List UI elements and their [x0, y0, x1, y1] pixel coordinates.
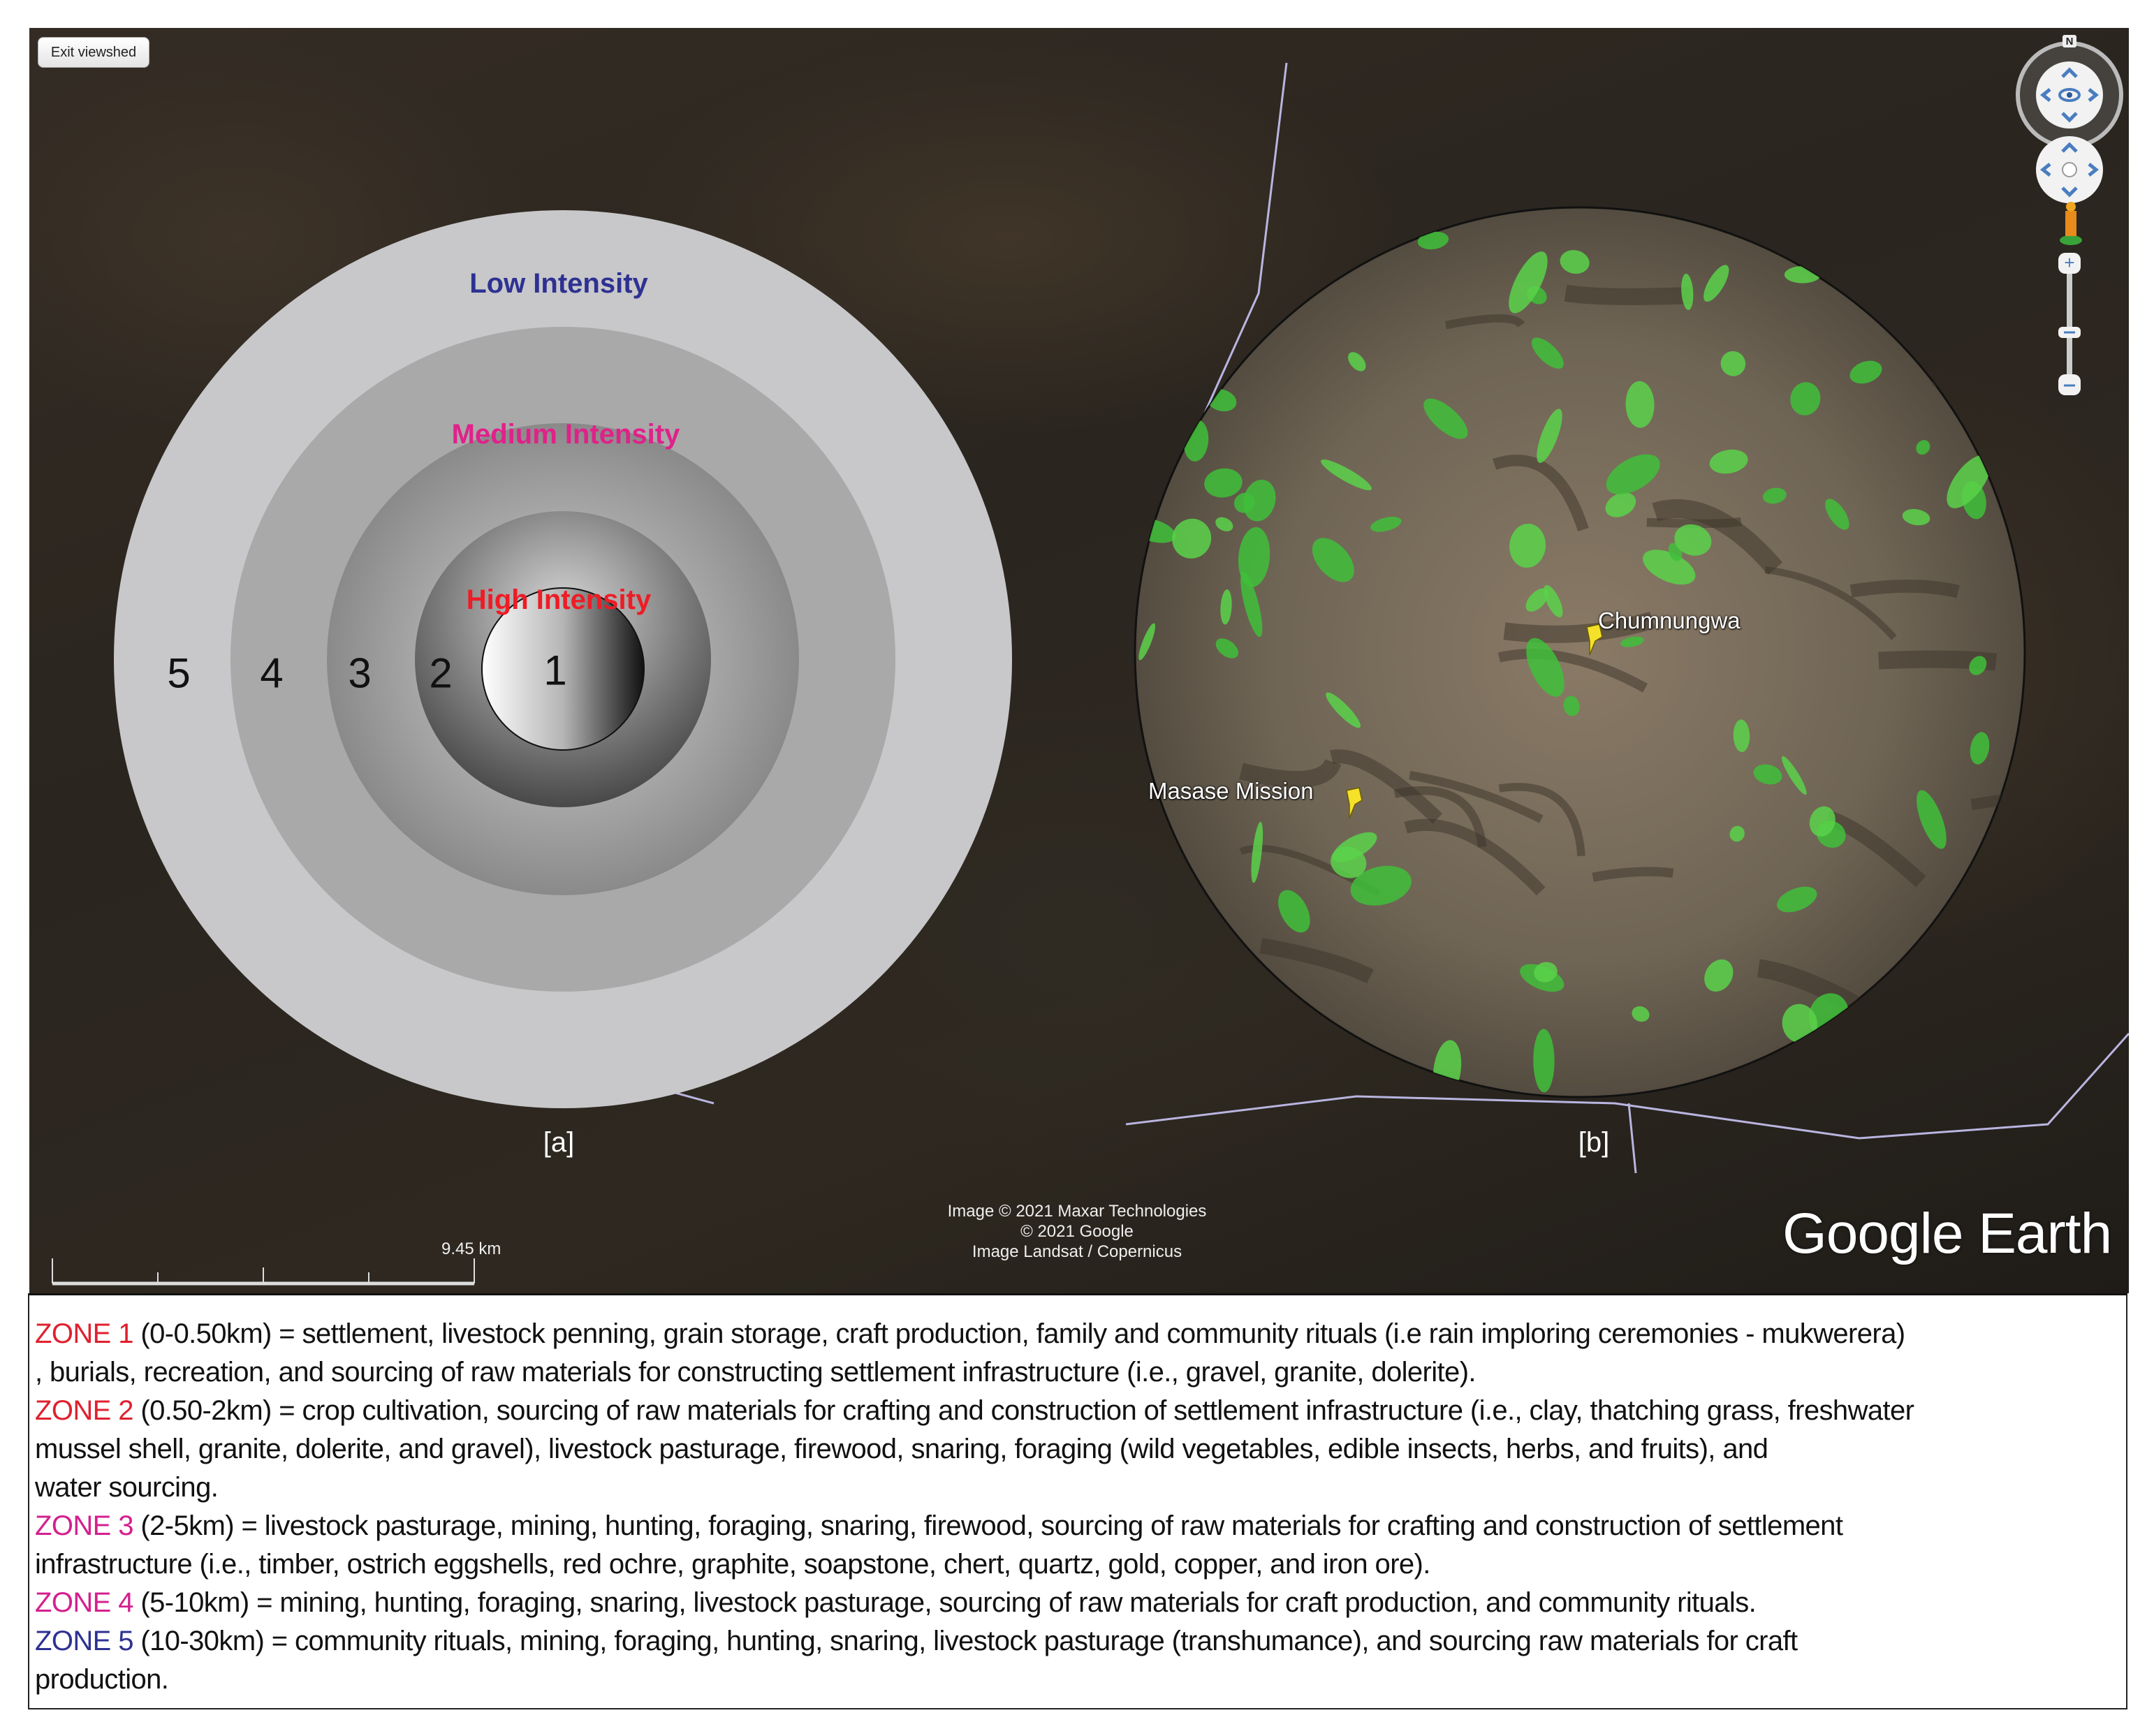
credit-line: © 2021 Google	[1020, 1222, 1134, 1241]
high-intensity-label: High Intensity	[466, 584, 652, 615]
imagery-credits	[902, 1201, 1252, 1262]
zone-number-2: 2	[429, 649, 453, 697]
vegetation-patch	[1234, 195, 1291, 260]
medium-intensity-label: Medium Intensity	[451, 419, 680, 450]
vegetation-patch	[1958, 883, 2009, 946]
vegetation-patch	[1197, 1010, 1235, 1040]
vegetation-patch	[1190, 209, 1245, 260]
credit-line: Image © 2021 Maxar Technologies	[947, 1202, 1207, 1221]
google-earth-logo: Google Earth	[1782, 1202, 2112, 1265]
zone-number-5: 5	[167, 649, 191, 697]
zone-number-1: 1	[543, 647, 567, 694]
boundary-line	[1629, 1103, 1636, 1173]
zone-text: (0.50-2km) = crop cultivation, sourcing of raw materials for crafting and construction of settlement infrastructure (i.e., clay, thatching grass, freshwater	[133, 1395, 1914, 1426]
zone-4-description	[35, 1584, 2126, 1622]
vegetation-patch	[1131, 852, 1177, 902]
vegetation-patch	[1223, 983, 1279, 1020]
zone-text-continued: infrastructure (i.e., timber, ostrich eggshells, red ochre, graphite, soapstone, chert, quartz, gold, copper, and iron ore).	[35, 1549, 1430, 1580]
low-intensity-label: Low Intensity	[469, 268, 648, 299]
look-control[interactable]	[2018, 35, 2121, 147]
credit-line: Image Landsat / Copernicus	[972, 1242, 1182, 1261]
zone-number-3: 3	[348, 649, 372, 697]
vegetation-patch	[1256, 188, 1328, 251]
scale-bar	[52, 1258, 474, 1283]
vegetation-patch	[1972, 981, 1998, 1011]
zone-label: ZONE 5	[35, 1626, 133, 1656]
vegetation-patch	[1890, 1018, 1940, 1069]
vegetation-patch	[1147, 355, 1179, 396]
terrain-ridge	[1851, 586, 1958, 591]
svg-text:+: +	[2064, 252, 2075, 273]
scale-label: 9.45 km	[441, 1240, 501, 1258]
vegetation-patch	[1913, 288, 1940, 328]
exit-viewshed-button[interactable]: Exit viewshed	[38, 37, 149, 68]
zone-caption-box	[28, 1293, 2127, 1709]
zone-3-description	[35, 1507, 2126, 1545]
vegetation-patch	[1192, 959, 1238, 1008]
zone-1-description	[35, 1315, 2126, 1353]
zone-text-continued: mussel shell, granite, dolerite, and gravel), livestock pasturage, firewood, snaring, foraging (wild vegetables, edible insects, herbs, and fruits), and	[35, 1434, 1768, 1464]
zone-text-continued: water sourcing.	[35, 1472, 219, 1503]
zone-5-description	[35, 1622, 2126, 1661]
terrain-ridge	[1566, 293, 1691, 297]
zoom-slider[interactable]	[2058, 252, 2081, 395]
place-label-masase-mission[interactable]: Masase Mission	[1148, 778, 1314, 804]
panel-b-label: [b]	[1578, 1127, 1610, 1158]
panel-a-label: [a]	[543, 1127, 575, 1158]
place-label-chumnungwa[interactable]: Chumnungwa	[1598, 608, 1741, 633]
pan-control[interactable]	[2036, 136, 2103, 203]
vegetation-patch	[1206, 266, 1231, 286]
zone-text-continued: production.	[35, 1664, 169, 1695]
vegetation-patch	[1137, 879, 1185, 927]
zone-label: ZONE 1	[35, 1318, 133, 1349]
zone-number-4: 4	[260, 649, 284, 697]
google-earth-map-view[interactable]	[29, 28, 2129, 1293]
zone-text: (5-10km) = mining, hunting, foraging, snaring, livestock pasturage, sourcing of raw materials for craft production, and community rituals.	[133, 1587, 1757, 1618]
zone-label: ZONE 3	[35, 1510, 133, 1541]
zone-text: (2-5km) = livestock pasturage, mining, hunting, foraging, snaring, firewood, sourcing of raw materials for crafting and construction of settlement	[133, 1510, 1843, 1541]
zone-label: ZONE 2	[35, 1395, 133, 1426]
map-overlay	[29, 28, 2129, 1293]
svg-text:N: N	[2065, 36, 2074, 47]
viewshed-circle	[1127, 188, 2113, 1101]
pegman-icon[interactable]	[2060, 202, 2082, 245]
vegetation-patch	[1951, 203, 1988, 234]
terrain-ridge	[1978, 372, 2114, 387]
zone-text: (10-30km) = community rituals, mining, foraging, hunting, snaring, livestock pasturage (transhumance), and sourcing raw materials for craft	[133, 1626, 1798, 1656]
zone-text-continued: , burials, recreation, and sourcing of raw materials for constructing settlement infrastructure (i.e., gravel, granite, dolerite).	[35, 1357, 1476, 1388]
zone-text: (0-0.50km) = settlement, livestock penning, grain storage, craft production, family and community rituals (i.e rain imploring ceremonies - mukwerera)	[133, 1318, 1905, 1349]
vegetation-patch	[1127, 1048, 1173, 1094]
terrain-ridge	[1593, 871, 1673, 877]
zone-label: ZONE 4	[35, 1587, 133, 1618]
zone-2-description	[35, 1392, 2126, 1430]
